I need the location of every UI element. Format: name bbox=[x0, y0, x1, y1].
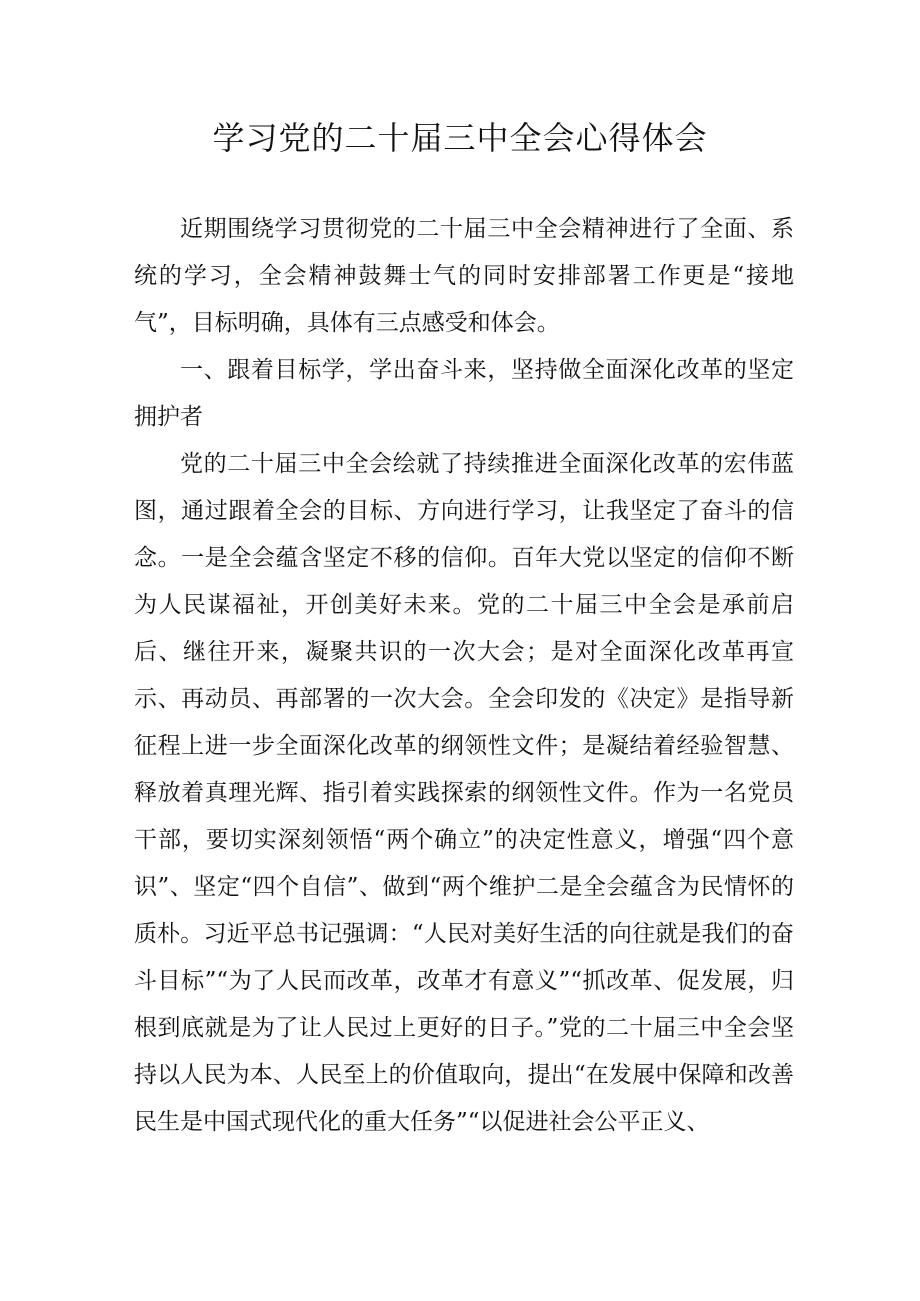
document-body bbox=[134, 206, 794, 1146]
intro-paragraph: 近期围绕学习贯彻党的二十届三中全会精神进行了全面、系统的学习，全会精神鼓舞士气的同时安排部署工作更是“接地气”，目标明确，具体有三点感受和体会。 bbox=[134, 216, 794, 336]
document-title: 学习党的二十届三中全会心得体会 bbox=[212, 119, 708, 157]
section-heading-1: 一、跟着目标学，学出奋斗来，坚持做全面深化改革的坚定拥护者 bbox=[134, 357, 794, 430]
body-paragraph: 党的二十届三中全会绘就了持续推进全面深化改革的宏伟蓝图，通过跟着全会的目标、方向进行学习，让我坚定了奋斗的信念。一是全会蕴含坚定不移的信仰。百年大党以坚定的信仰不断为人民谋福祉，开创美好未来。党的二十届三中全会是承前启后、继往开来，凝聚共识的一次大会；是对全面深化改革再宣示、再动员、再部署的一次大会。全会印发的《决定》是指导新征程上进一步全面深化改革的纲领性文件；是凝结着经验智慧、释放着真理光辉、指引着实践探索的纲领性文件。作为一名党员干部，要切实深刻领悟“两个确立”的决定性意义，增强“四个意识”、坚定“四个自信”、做到“两个维护二是全会蕴含为民情怀的质朴。习近平总书记强调：“人民对美好生活的向往就是我们的奋斗目标”“为了人民而改革，改革才有意义”“抓改革、促发展，归根到底就是为了让人民过上更好的日子。”党的二十届三中全会坚持以人民为本、人民至上的价值取向，提出“在发展中保障和改善民生是中国式现代化的重大任务”“以促进社会公平正义、 bbox=[134, 451, 794, 1135]
